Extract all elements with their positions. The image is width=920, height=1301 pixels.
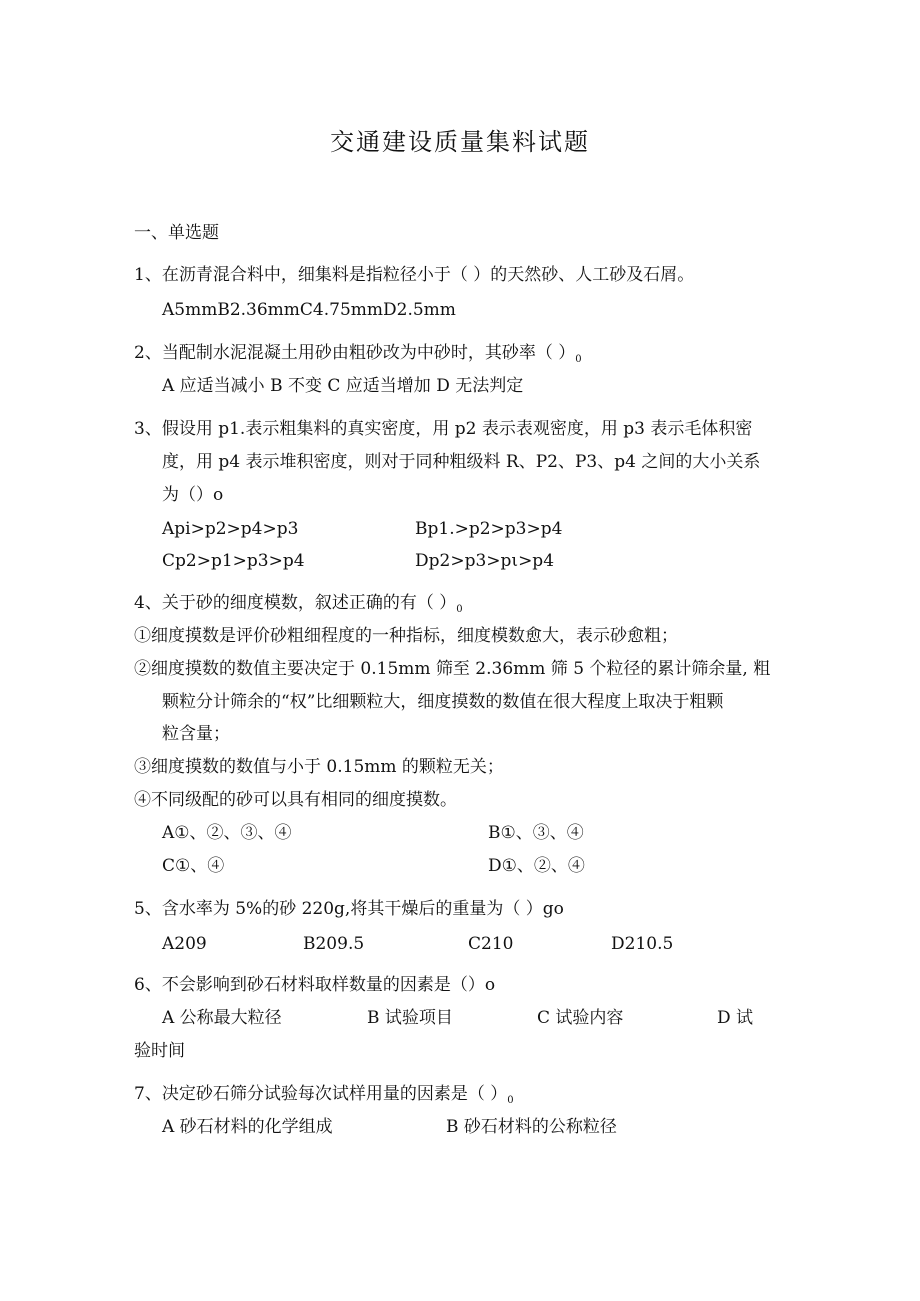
q6-option-d-continued: 验时间 [134, 1041, 185, 1061]
q5-option-d: D210.5 [611, 934, 674, 954]
q4-item-3: ③细度摸数的数值与小于 0.15mm 的颗粒无关； [134, 757, 504, 777]
q4-stem [134, 592, 463, 621]
q7-stem-text: 7、决定砂石筛分试验每次试样用量的因素是（ ） [134, 1084, 508, 1104]
q7-stem [134, 1083, 514, 1112]
q5-stem: 5、含水率为 5%的砂 220g,将其干燥后的重量为（ ）go [134, 899, 564, 919]
q4-option-c: C①、④ [162, 856, 225, 876]
q3-option-c: Cp2>p1>p3>p4 [162, 551, 305, 571]
q4-item-4: ④不同级配的砂可以具有相同的细度摸数。 [134, 790, 457, 810]
q4-stem-suffix: 0 [456, 604, 463, 615]
q6-option-d: D 试 [717, 1008, 754, 1028]
q4-option-b: B①、③、④ [488, 823, 584, 843]
q6-option-b: B 试验项目 [367, 1008, 453, 1028]
q2-stem [134, 342, 582, 371]
q5-option-b: B209.5 [303, 934, 365, 954]
section-heading: 一、单选题 [134, 223, 219, 243]
q2-stem-suffix: 0 [575, 354, 582, 365]
q2-options: A 应适当减小 B 不变 C 应适当增加 D 无法判定 [162, 376, 524, 396]
q1-options: A5mmB2.36mmC4.75mmD2.5mm [162, 300, 456, 320]
document-title: 交通建设质量集料试题 [330, 128, 590, 156]
q4-stem-text: 4、关于砂的细度模数，叙述正确的有（ ） [134, 593, 457, 613]
q7-stem-suffix: 0 [507, 1095, 514, 1106]
q3-option-d: Dp2>p3>pι>p4 [415, 551, 555, 571]
q3-stem-line2: 度，用 p4 表示堆积密度，则对于同种粗级料 R、P2、P3、p4 之间的大小关系 [162, 452, 761, 472]
q4-item-2-line3: 粒含量； [162, 724, 230, 744]
q6-stem: 6、不会影响到砂石材料取样数量的因素是（）o [134, 975, 496, 995]
q7-option-b: B 砂石材料的公称粒径 [446, 1117, 617, 1137]
q3-stem-line3: 为（）o [162, 485, 224, 505]
q2-stem-text: 2、当配制水泥混凝土用砂由粗砂改为中砂时，其砂率（ ） [134, 343, 576, 363]
q3-option-b: Bp1.>p2>p3>p4 [415, 519, 563, 539]
q4-item-2-line2: 颗粒分计筛余的“权”比细颗粒大，细度摸数的数值在很大程度上取决于粗颗 [162, 692, 724, 712]
q4-item-1: ①细度摸数是评价砂粗细程度的一种指标，细度模数愈大，表示砂愈粗； [134, 626, 678, 646]
q7-option-a: A 砂石材料的化学组成 [162, 1117, 333, 1137]
q3-option-a: Api>p2>p4>p3 [162, 519, 299, 539]
q6-option-c: C 试验内容 [537, 1008, 624, 1028]
q5-option-c: C210 [468, 934, 514, 954]
q4-option-a: A①、②、③、④ [162, 823, 292, 843]
q6-option-a: A 公称最大粒径 [162, 1008, 282, 1028]
q4-item-2-line1: ②细度摸数的数值主要决定于 0.15mm 筛至 2.36mm 筛 5 个粒径的累计筛余量, 粗 [134, 659, 771, 679]
q5-option-a: A209 [162, 934, 207, 954]
q3-stem-line1: 3、假设用 p1.表示粗集料的真实密度，用 p2 表示表观密度，用 p3 表示毛体积密 [134, 419, 753, 439]
q1-stem: 1、在沥青混合料中，细集料是指粒径小于（ ）的天然砂、人工砂及石屑。 [134, 265, 695, 285]
q4-option-d: D①、②、④ [488, 856, 585, 876]
